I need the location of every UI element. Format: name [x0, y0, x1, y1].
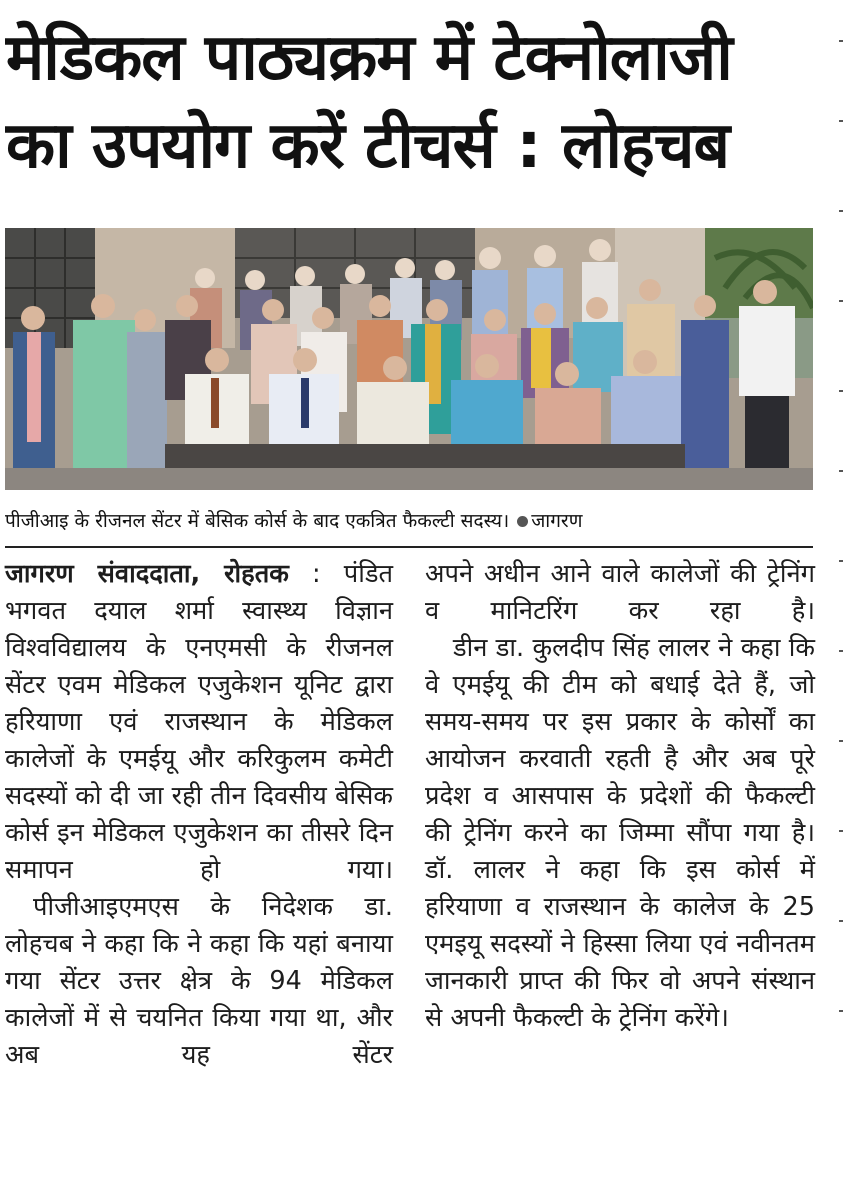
group-photo	[5, 228, 813, 490]
photo-caption	[5, 507, 813, 535]
page-margin-marks	[827, 0, 849, 1200]
article-paragraph: पीजीआइएमएस के निदेशक डा. लोहचब ने कहा कि ने कहा कि यहां बनाया गया सेंटर उत्तर क्षेत्र के 94 मेडिकल कालेजों में से चयनित किया गया था, और अब यह सेंटर	[5, 892, 393, 1070]
photo-caption-text: पीजीआइ के रीजनल सेंटर में बेसिक कोर्स के बाद एकत्रित फैकल्टी सदस्य।	[5, 510, 510, 532]
caption-divider	[5, 546, 813, 548]
headline	[6, 14, 806, 190]
article-column-1	[5, 556, 393, 1074]
article-paragraph: अपने अधीन आने वाले कालेजों की ट्रेनिंग व मानिटरिंग कर रहा है।	[425, 559, 815, 626]
article-paragraph: डीन डा. कुलदीप सिंह लालर ने कहा कि वे एमईयू की टीम को बधाई देते हैं, जो समय-समय पर इस प्रकार के कोर्सों का आयोजन करवाती रहती है और अब पूरे प्रदेश व आसपास के प्रदेशों की फैकल्टी की ट्रेनिंग करने का जिम्मा सौंपा गया है। डॉ. लालर ने कहा कि इस कोर्स में हरियाणा व राजस्थान के कालेज के 25 एमइयू सदस्यों ने हिस्सा लिया एवं नवीनतम जानकारी प्राप्त की फिर वो अपने संस्थान से अपनी फैकल्टी के ट्रेनिंग करेंगे।	[425, 633, 815, 1033]
headline-line-2: का उपयोग करें टीचर्स : लोहचब	[6, 109, 730, 183]
article-paragraph-text: : पंडित भगवत दयाल शर्मा स्वास्थ्य विज्ञान विश्वविद्यालय के एनएमसी के रीजनल सेंटर एवम मेडिकल एजुकेशन यूनिट द्वारा हरियाणा एवं राजस्थान के मेडिकल कालेजों के एमईयू और करिकुलम कमेटी सदस्यों को दी जा रही तीन दिवसीय बेसिक कोर्स इन मेडिकल एजुकेशन का तीसरे दिन समापन हो गया।	[5, 559, 393, 885]
headline-line-1: मेडिकल पाठ्यक्रम में टेक्नोलाजी	[6, 21, 732, 95]
article-column-2	[425, 556, 815, 1037]
byline: जागरण संवाददाता, रोहतक	[5, 559, 289, 589]
article-paragraph	[5, 556, 393, 889]
photo-credit: जागरण	[531, 510, 583, 532]
group-photo-illustration	[5, 228, 813, 490]
bullet-dot-icon	[517, 516, 528, 527]
